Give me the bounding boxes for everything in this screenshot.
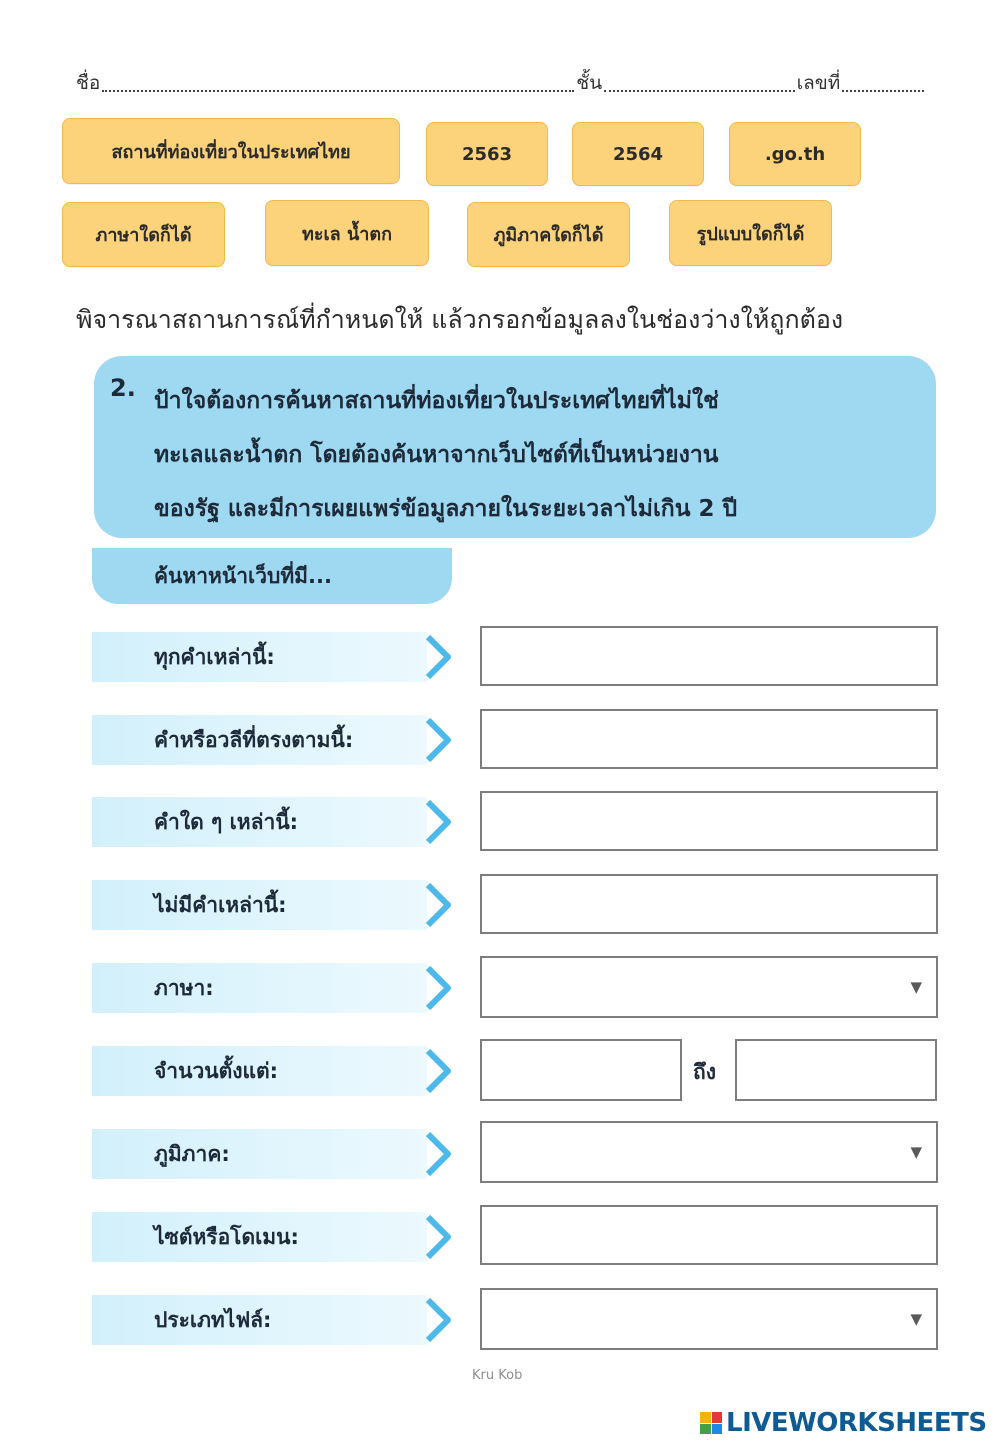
answer-chip-any-language[interactable]: ภาษาใดก็ได้ <box>62 202 225 267</box>
author-credit: Kru Kob <box>472 1368 523 1383</box>
dropdown-arrow-icon: ▼ <box>910 1310 922 1328</box>
chevron-right-icon <box>420 632 456 682</box>
range-to-input[interactable] <box>735 1039 937 1101</box>
chevron-right-icon <box>420 1129 456 1179</box>
answer-chip-any-region[interactable]: ภูมิภาคใดก็ได้ <box>467 202 630 267</box>
brand-text: LIVEWORKSHEETS <box>726 1408 987 1438</box>
class-blank <box>604 89 795 92</box>
range-from-input[interactable] <box>480 1039 682 1101</box>
language-select[interactable] <box>480 956 938 1018</box>
chevron-right-icon <box>420 963 456 1013</box>
instruction-text: พิจารณาสถานการณ์ที่กำหนดให้ แล้วกรอกข้อมูลลงในช่องว่างให้ถูกต้อง <box>76 305 844 334</box>
chevron-right-icon <box>420 880 456 930</box>
dropdown-arrow-icon: ▼ <box>910 978 922 996</box>
chevron-right-icon <box>420 1295 456 1345</box>
label-exact-phrase: คำหรือวลีที่ตรงตามนี้: <box>92 715 427 765</box>
number-blank <box>842 89 924 92</box>
chevron-right-icon <box>420 1212 456 1262</box>
dropdown-arrow-icon: ▼ <box>910 1143 922 1161</box>
search-heading: ค้นหาหน้าเว็บที่มี... <box>92 548 452 604</box>
label-none-words: ไม่มีคำเหล่านี้: <box>92 880 427 930</box>
label-language: ภาษา: <box>92 963 427 1013</box>
answer-chip-go-th[interactable]: .go.th <box>729 122 861 186</box>
scenario-line: ของรัฐ และมีการเผยแพร่ข้อมูลภายในระยะเวลาไม่เกิน 2 ปี <box>154 496 738 522</box>
all-words-input[interactable] <box>480 626 938 686</box>
scenario-number: 2. <box>110 374 136 402</box>
number-label: เลขที่ <box>796 72 841 94</box>
liveworksheets-logo-icon <box>700 1412 722 1434</box>
chevron-right-icon <box>420 797 456 847</box>
label-file-type: ประเภทไฟล์: <box>92 1295 427 1345</box>
label-site-domain: ไซต์หรือโดเมน: <box>92 1212 427 1262</box>
label-region: ภูมิภาค: <box>92 1129 427 1179</box>
answer-chip-2563[interactable]: 2563 <box>426 122 548 186</box>
answer-chip-sea-waterfall[interactable]: ทะเล น้ำตก <box>265 200 429 266</box>
none-words-input[interactable] <box>480 874 938 934</box>
name-label: ชื่อ <box>76 72 101 94</box>
any-words-input[interactable] <box>480 791 938 851</box>
answer-chip-any-format[interactable]: รูปแบบใดก็ได้ <box>669 200 832 266</box>
student-info-line <box>76 70 926 98</box>
name-blank <box>102 89 574 92</box>
scenario-text <box>154 374 924 536</box>
scenario-panel <box>94 356 936 538</box>
label-all-words: ทุกคำเหล่านี้: <box>92 632 427 682</box>
liveworksheets-logo[interactable] <box>700 1408 987 1438</box>
range-to-label: ถึง <box>693 1060 716 1084</box>
class-label: ชั้น <box>576 72 603 94</box>
scenario-line: ทะเลและน้ำตก โดยต้องค้นหาจากเว็บไซต์ที่เป็นหน่วยงาน <box>154 442 719 468</box>
scenario-line: ป้าใจต้องการค้นหาสถานที่ท่องเที่ยวในประเทศไทยที่ไม่ใช่ <box>154 388 719 414</box>
label-number-range: จำนวนตั้งแต่: <box>92 1046 427 1096</box>
answer-chip-2564[interactable]: 2564 <box>572 122 704 186</box>
answer-chip-tourist-places[interactable]: สถานที่ท่องเที่ยวในประเทศไทย <box>62 118 400 184</box>
chevron-right-icon <box>420 715 456 765</box>
exact-phrase-input[interactable] <box>480 709 938 769</box>
site-domain-input[interactable] <box>480 1205 938 1265</box>
chevron-right-icon <box>420 1046 456 1096</box>
region-select[interactable] <box>480 1121 938 1183</box>
label-any-words: คำใด ๆ เหล่านี้: <box>92 797 427 847</box>
file-type-select[interactable] <box>480 1288 938 1350</box>
